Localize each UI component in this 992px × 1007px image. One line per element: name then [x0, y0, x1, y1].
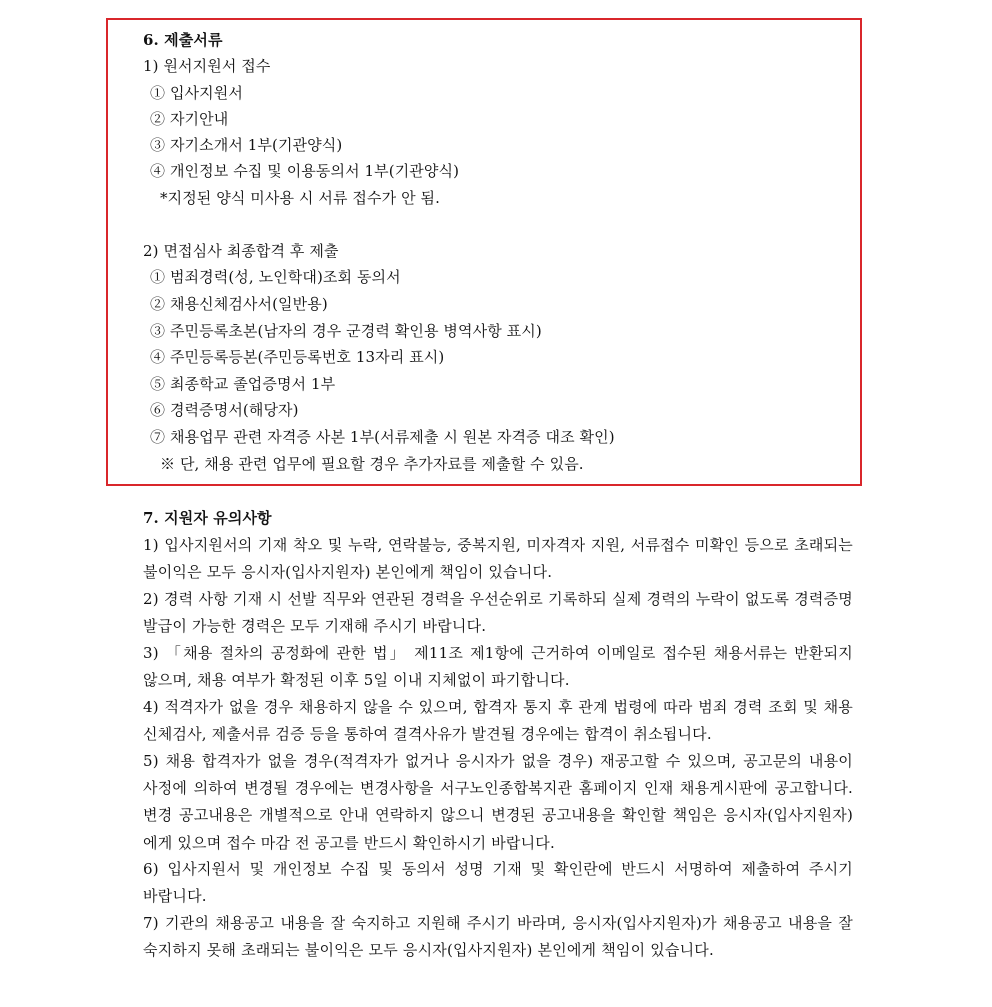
- notice-paragraph: 6) 입사지원서 및 개인정보 수집 및 동의서 성명 기재 및 확인란에 반드시 서명하여 제출하여 주시기 바랍니다.: [143, 860, 853, 906]
- sub1-item: ③ 자기소개서 1부(기관양식): [150, 136, 343, 154]
- notice-paragraph: 4) 적격자가 없을 경우 채용하지 않을 수 있으며, 합격자 통지 후 관계 법령에 따라 범죄 경력 조회 및 채용 신체검사, 제출서류 검증 등을 통하여 결격사유가 발견될 경우에는 합격이 취소됩니다.: [143, 698, 853, 744]
- sub2-item: ⑦ 채용업무 관련 자격증 사본 1부(서류제출 시 원본 자격증 대조 확인): [150, 428, 615, 446]
- section7-heading: 7. 지원자 유의사항: [143, 509, 272, 527]
- sub1-title: 1) 원서지원서 접수: [143, 57, 271, 75]
- sub1-item: ① 입사지원서: [150, 84, 243, 102]
- sub2-item: ④ 주민등록등본(주민등록번호 13자리 표시): [150, 348, 445, 366]
- notice-paragraph: 2) 경력 사항 기재 시 선발 직무와 연관된 경력을 우선순위로 기록하되 실제 경력의 누락이 없도록 경력증명 발급이 가능한 경력은 모두 기재해 주시기 바랍니다.: [143, 590, 853, 636]
- sub1-note: *지정된 양식 미사용 시 서류 접수가 안 됨.: [160, 189, 440, 207]
- sub2-item: ② 채용신체검사서(일반용): [150, 295, 328, 313]
- sub2-title: 2) 면접심사 최종합격 후 제출: [143, 242, 339, 260]
- sub2-item: ⑥ 경력증명서(해당자): [150, 401, 299, 419]
- notice-paragraph: 7) 기관의 채용공고 내용을 잘 숙지하고 지원해 주시기 바라며, 응시자(입사지원자)가 채용공고 내용을 잘 숙지하지 못해 초래되는 불이익은 모두 응시자(입사지원자) 본인에게 책임이 있습니다.: [143, 914, 853, 960]
- sub1-item: ② 자기안내: [150, 110, 229, 128]
- sub1-item: ④ 개인정보 수집 및 이용동의서 1부(기관양식): [150, 162, 460, 180]
- notice-paragraph: 5) 채용 합격자가 없을 경우(적격자가 없거나 응시자가 없을 경우) 재공고할 수 있으며, 공고문의 내용이 사정에 의하여 변경될 경우에는 변경사항을 서구노인종합복지관 홈페이지 인재 채용게시판에 공고합니다. 변경 공고내용은 개별적으로 안내 연락하지 않으니 변경된 공고내용을 확인할 책임은 응시자(입사지원자)에게 있으며 접수 마감 전 공고를 반드시 확인하시기 바랍니다.: [143, 752, 853, 852]
- sub2-item: ⑤ 최종학교 졸업증명서 1부: [150, 375, 336, 393]
- notice-paragraph: 1) 입사지원서의 기재 착오 및 누락, 연락불능, 중복지원, 미자격자 지원, 서류접수 미확인 등으로 초래되는 불이익은 모두 응시자(입사지원자) 본인에게 책임이 있습니다.: [143, 536, 853, 582]
- notice-paragraph: 3) 「채용 절차의 공정화에 관한 법」 제11조 제1항에 근거하여 이메일로 접수된 채용서류는 반환되지 않으며, 채용 여부가 확정된 이후 5일 이내 지체없이 파기합니다.: [143, 644, 853, 690]
- section6-heading: 6. 제출서류: [143, 31, 223, 49]
- sub2-note: ※ 단, 채용 관련 업무에 필요할 경우 추가자료를 제출할 수 있음.: [160, 455, 584, 473]
- sub2-item: ③ 주민등록초본(남자의 경우 군경력 확인용 병역사항 표시): [150, 322, 542, 340]
- sub2-item: ① 범죄경력(성, 노인학대)조회 동의서: [150, 268, 401, 286]
